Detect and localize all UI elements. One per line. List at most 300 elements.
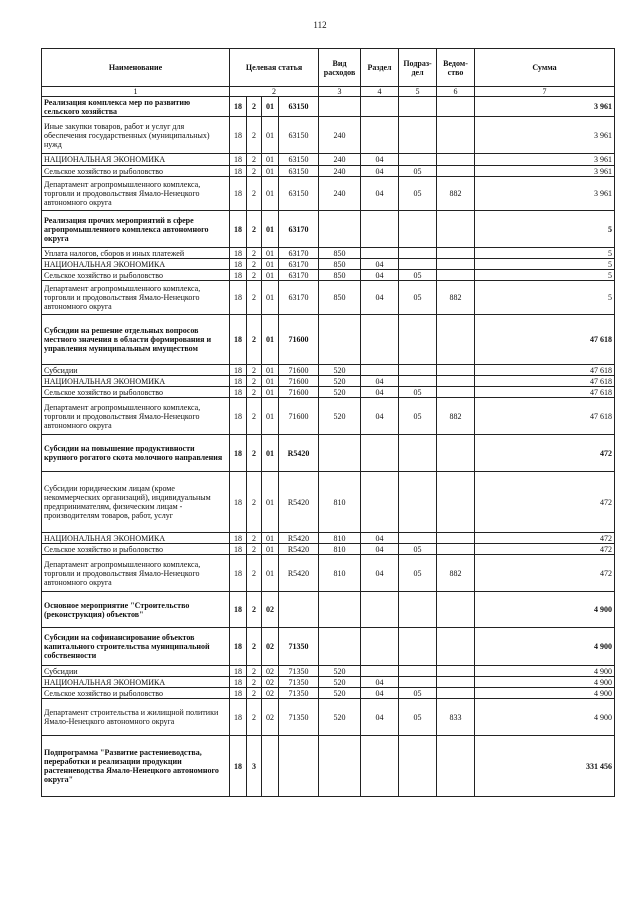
amount-cell: 3 961 <box>475 177 615 211</box>
section-cell: 04 <box>361 259 399 270</box>
table-row <box>42 259 615 270</box>
department-cell <box>437 387 475 398</box>
row-name: Сельское хозяйство и рыболовство <box>42 544 230 555</box>
target-code-direction: 71600 <box>279 398 319 435</box>
department-cell <box>437 736 475 797</box>
target-code-direction: 71600 <box>279 376 319 387</box>
column-number: 5 <box>399 87 437 97</box>
department-cell <box>437 248 475 259</box>
expense-type-cell <box>319 97 361 117</box>
target-code-program: 18 <box>230 117 247 154</box>
target-code-program: 18 <box>230 398 247 435</box>
department-cell <box>437 533 475 544</box>
subsection-cell <box>399 248 437 259</box>
table-row <box>42 628 615 666</box>
table-row <box>42 398 615 435</box>
target-code-program: 18 <box>230 544 247 555</box>
column-number: 4 <box>361 87 399 97</box>
section-cell: 04 <box>361 699 399 736</box>
subsection-cell <box>399 736 437 797</box>
amount-cell: 5 <box>475 270 615 281</box>
target-code-program: 18 <box>230 177 247 211</box>
expense-type-cell: 520 <box>319 376 361 387</box>
target-code-subprogram: 2 <box>247 688 262 699</box>
target-code-direction: 63150 <box>279 166 319 177</box>
row-name: Сельское хозяйство и рыболовство <box>42 387 230 398</box>
target-code-program: 18 <box>230 628 247 666</box>
subsection-cell <box>399 628 437 666</box>
subsection-cell: 05 <box>399 387 437 398</box>
department-cell <box>437 97 475 117</box>
amount-cell: 331 456 <box>475 736 615 797</box>
amount-cell: 5 <box>475 248 615 259</box>
row-name: НАЦИОНАЛЬНАЯ ЭКОНОМИКА <box>42 376 230 387</box>
header-department: Ведом-ство <box>437 49 475 87</box>
target-code-measure: 01 <box>262 435 279 472</box>
target-code-subprogram: 2 <box>247 628 262 666</box>
page-number: 112 <box>313 20 327 30</box>
expense-type-cell: 240 <box>319 177 361 211</box>
row-name: Подпрограмма "Развитие растениеводства, переработки и реализации продукции растениеводства Ямало-Ненецкого автономного округа" <box>42 736 230 797</box>
subsection-cell: 05 <box>399 166 437 177</box>
section-cell <box>361 666 399 677</box>
amount-cell: 4 900 <box>475 699 615 736</box>
department-cell <box>437 211 475 248</box>
target-code-measure: 01 <box>262 315 279 365</box>
section-cell: 04 <box>361 270 399 281</box>
target-code-subprogram: 2 <box>247 544 262 555</box>
amount-cell: 472 <box>475 435 615 472</box>
table-row <box>42 97 615 117</box>
department-cell: 882 <box>437 398 475 435</box>
row-name: НАЦИОНАЛЬНАЯ ЭКОНОМИКА <box>42 533 230 544</box>
target-code-subprogram: 2 <box>247 533 262 544</box>
section-cell <box>361 211 399 248</box>
expense-type-cell <box>319 315 361 365</box>
section-cell: 04 <box>361 177 399 211</box>
section-cell: 04 <box>361 166 399 177</box>
department-cell <box>437 376 475 387</box>
target-code-program: 18 <box>230 592 247 628</box>
expense-type-cell: 520 <box>319 666 361 677</box>
budget-table <box>41 48 615 797</box>
section-cell: 04 <box>361 533 399 544</box>
target-code-program: 18 <box>230 315 247 365</box>
row-name: Основное мероприятие "Строительство (реконструкция) объектов" <box>42 592 230 628</box>
target-code-subprogram: 2 <box>247 315 262 365</box>
subsection-cell <box>399 315 437 365</box>
table-row <box>42 435 615 472</box>
amount-cell: 5 <box>475 211 615 248</box>
subsection-cell: 05 <box>399 398 437 435</box>
target-code-subprogram: 3 <box>247 736 262 797</box>
row-name: Субсидии на софинансирование объектов капитального строительства муниципальной собственности <box>42 628 230 666</box>
target-code-direction: R5420 <box>279 435 319 472</box>
section-cell <box>361 435 399 472</box>
amount-cell: 5 <box>475 281 615 315</box>
header-amount: Сумма <box>475 49 615 87</box>
table-header-row <box>42 49 615 87</box>
target-code-subprogram: 2 <box>247 677 262 688</box>
expense-type-cell: 520 <box>319 699 361 736</box>
expense-type-cell <box>319 628 361 666</box>
amount-cell: 472 <box>475 544 615 555</box>
row-name: Реализация комплекса мер по развитию сельского хозяйства <box>42 97 230 117</box>
target-code-measure: 02 <box>262 677 279 688</box>
table-row <box>42 736 615 797</box>
table-row <box>42 248 615 259</box>
section-cell: 04 <box>361 544 399 555</box>
target-code-direction: 71350 <box>279 688 319 699</box>
row-name: НАЦИОНАЛЬНАЯ ЭКОНОМИКА <box>42 154 230 166</box>
target-code-measure: 01 <box>262 117 279 154</box>
expense-type-cell: 520 <box>319 387 361 398</box>
subsection-cell: 05 <box>399 177 437 211</box>
target-code-measure: 01 <box>262 387 279 398</box>
amount-cell: 4 900 <box>475 666 615 677</box>
table-row <box>42 544 615 555</box>
row-name: Департамент агропромышленного комплекса, торговли и продовольствия Ямало-Ненецкого автономного округа <box>42 398 230 435</box>
subsection-cell <box>399 97 437 117</box>
target-code-program: 18 <box>230 677 247 688</box>
target-code-direction: 71600 <box>279 365 319 376</box>
section-cell: 04 <box>361 688 399 699</box>
row-name: Сельское хозяйство и рыболовство <box>42 688 230 699</box>
department-cell <box>437 472 475 533</box>
amount-cell: 3 961 <box>475 154 615 166</box>
target-code-direction: R5420 <box>279 472 319 533</box>
target-code-subprogram: 2 <box>247 248 262 259</box>
department-cell <box>437 688 475 699</box>
subsection-cell <box>399 365 437 376</box>
target-code-measure: 02 <box>262 699 279 736</box>
department-cell <box>437 628 475 666</box>
target-code-subprogram: 2 <box>247 97 262 117</box>
target-code-direction: 63150 <box>279 177 319 211</box>
amount-cell: 4 900 <box>475 688 615 699</box>
target-code-direction: R5420 <box>279 533 319 544</box>
amount-cell: 4 900 <box>475 592 615 628</box>
department-cell: 882 <box>437 281 475 315</box>
header-subsection: Подраз-дел <box>399 49 437 87</box>
department-cell <box>437 544 475 555</box>
subsection-cell <box>399 117 437 154</box>
table-row <box>42 177 615 211</box>
subsection-cell: 05 <box>399 544 437 555</box>
target-code-direction: 63170 <box>279 270 319 281</box>
department-cell: 882 <box>437 177 475 211</box>
target-code-direction: 63150 <box>279 154 319 166</box>
amount-cell: 47 618 <box>475 365 615 376</box>
target-code-measure: 01 <box>262 259 279 270</box>
section-cell: 04 <box>361 376 399 387</box>
target-code-direction: R5420 <box>279 555 319 592</box>
department-cell <box>437 435 475 472</box>
table-row <box>42 211 615 248</box>
row-name: Субсидии <box>42 365 230 376</box>
target-code-measure: 01 <box>262 154 279 166</box>
subsection-cell <box>399 472 437 533</box>
target-code-measure: 01 <box>262 472 279 533</box>
expense-type-cell: 850 <box>319 270 361 281</box>
target-code-subprogram: 2 <box>247 398 262 435</box>
table-row <box>42 270 615 281</box>
target-code-direction: 63150 <box>279 117 319 154</box>
target-code-program: 18 <box>230 365 247 376</box>
expense-type-cell: 850 <box>319 259 361 270</box>
section-cell: 04 <box>361 281 399 315</box>
amount-cell: 47 618 <box>475 387 615 398</box>
subsection-cell <box>399 154 437 166</box>
section-cell: 04 <box>361 555 399 592</box>
target-code-subprogram: 2 <box>247 435 262 472</box>
target-code-program: 18 <box>230 435 247 472</box>
table-row <box>42 154 615 166</box>
table-row <box>42 365 615 376</box>
row-name: Департамент агропромышленного комплекса, торговли и продовольствия Ямало-Ненецкого автономного округа <box>42 281 230 315</box>
target-code-subprogram: 2 <box>247 472 262 533</box>
expense-type-cell: 240 <box>319 117 361 154</box>
row-name: НАЦИОНАЛЬНАЯ ЭКОНОМИКА <box>42 259 230 270</box>
department-cell <box>437 315 475 365</box>
expense-type-cell: 520 <box>319 688 361 699</box>
target-code-subprogram: 2 <box>247 154 262 166</box>
target-code-subprogram: 2 <box>247 166 262 177</box>
expense-type-cell: 240 <box>319 166 361 177</box>
header-expense-type: Вид расходов <box>319 49 361 87</box>
target-code-program: 18 <box>230 688 247 699</box>
subsection-cell: 05 <box>399 270 437 281</box>
table-row <box>42 677 615 688</box>
target-code-program: 18 <box>230 666 247 677</box>
target-code-program: 18 <box>230 270 247 281</box>
target-code-program: 18 <box>230 555 247 592</box>
expense-type-cell: 240 <box>319 154 361 166</box>
expense-type-cell <box>319 211 361 248</box>
amount-cell: 3 961 <box>475 117 615 154</box>
row-name: Департамент агропромышленного комплекса, торговли и продовольствия Ямало-Ненецкого автономного округа <box>42 177 230 211</box>
table-row <box>42 315 615 365</box>
row-name: Департамент строительства и жилищной политики Ямало-Ненецкого автономного округа <box>42 699 230 736</box>
department-cell <box>437 365 475 376</box>
subsection-cell: 05 <box>399 688 437 699</box>
table-row <box>42 533 615 544</box>
target-code-subprogram: 2 <box>247 592 262 628</box>
expense-type-cell <box>319 592 361 628</box>
department-cell <box>437 259 475 270</box>
target-code-subprogram: 2 <box>247 365 262 376</box>
target-code-measure: 02 <box>262 688 279 699</box>
target-code-direction: 71350 <box>279 699 319 736</box>
table-row <box>42 699 615 736</box>
section-cell <box>361 248 399 259</box>
target-code-subprogram: 2 <box>247 555 262 592</box>
target-code-direction <box>279 736 319 797</box>
target-code-subprogram: 2 <box>247 376 262 387</box>
target-code-measure: 01 <box>262 544 279 555</box>
table-row <box>42 592 615 628</box>
row-name: Субсидии <box>42 666 230 677</box>
target-code-program: 18 <box>230 97 247 117</box>
expense-type-cell: 810 <box>319 472 361 533</box>
target-code-program: 18 <box>230 211 247 248</box>
amount-cell: 4 900 <box>475 677 615 688</box>
table-row <box>42 688 615 699</box>
row-name: НАЦИОНАЛЬНАЯ ЭКОНОМИКА <box>42 677 230 688</box>
amount-cell: 5 <box>475 259 615 270</box>
amount-cell: 3 961 <box>475 166 615 177</box>
row-name: Уплата налогов, сборов и иных платежей <box>42 248 230 259</box>
expense-type-cell: 850 <box>319 281 361 315</box>
expense-type-cell <box>319 736 361 797</box>
target-code-measure: 01 <box>262 211 279 248</box>
table-row <box>42 281 615 315</box>
amount-cell: 472 <box>475 533 615 544</box>
target-code-subprogram: 2 <box>247 117 262 154</box>
section-cell <box>361 628 399 666</box>
section-cell: 04 <box>361 677 399 688</box>
subsection-cell: 05 <box>399 281 437 315</box>
amount-cell: 47 618 <box>475 376 615 387</box>
target-code-subprogram: 2 <box>247 699 262 736</box>
expense-type-cell: 520 <box>319 365 361 376</box>
column-number: 3 <box>319 87 361 97</box>
target-code-measure: 01 <box>262 177 279 211</box>
header-target-article: Целевая статья <box>230 49 319 87</box>
table-row <box>42 472 615 533</box>
expense-type-cell: 810 <box>319 533 361 544</box>
subsection-cell <box>399 666 437 677</box>
department-cell <box>437 270 475 281</box>
target-code-measure: 01 <box>262 281 279 315</box>
section-cell <box>361 365 399 376</box>
table-row <box>42 555 615 592</box>
target-code-direction: 71350 <box>279 677 319 688</box>
expense-type-cell: 520 <box>319 677 361 688</box>
department-cell <box>437 592 475 628</box>
target-code-subprogram: 2 <box>247 666 262 677</box>
section-cell: 04 <box>361 398 399 435</box>
column-number: 6 <box>437 87 475 97</box>
section-cell <box>361 117 399 154</box>
subsection-cell <box>399 376 437 387</box>
target-code-direction: 71350 <box>279 666 319 677</box>
section-cell: 04 <box>361 387 399 398</box>
section-cell: 04 <box>361 154 399 166</box>
target-code-program: 18 <box>230 533 247 544</box>
table-row <box>42 376 615 387</box>
target-code-measure: 01 <box>262 555 279 592</box>
target-code-measure: 01 <box>262 365 279 376</box>
subsection-cell <box>399 677 437 688</box>
target-code-direction: 71600 <box>279 387 319 398</box>
target-code-program: 18 <box>230 387 247 398</box>
target-code-direction: 63170 <box>279 281 319 315</box>
target-code-measure: 02 <box>262 592 279 628</box>
subsection-cell: 05 <box>399 699 437 736</box>
amount-cell: 4 900 <box>475 628 615 666</box>
target-code-direction: R5420 <box>279 544 319 555</box>
row-name: Департамент агропромышленного комплекса, торговли и продовольствия Ямало-Ненецкого автономного округа <box>42 555 230 592</box>
target-code-direction: 71350 <box>279 628 319 666</box>
target-code-measure: 01 <box>262 398 279 435</box>
target-code-direction: 63170 <box>279 248 319 259</box>
department-cell: 882 <box>437 555 475 592</box>
row-name: Реализация прочих мероприятий в сфере агропромышленного комплекса автономного округа <box>42 211 230 248</box>
subsection-cell <box>399 259 437 270</box>
section-cell <box>361 736 399 797</box>
expense-type-cell: 850 <box>319 248 361 259</box>
target-code-program: 18 <box>230 154 247 166</box>
amount-cell: 47 618 <box>475 398 615 435</box>
target-code-measure: 01 <box>262 270 279 281</box>
subsection-cell <box>399 592 437 628</box>
header-name: Наименование <box>42 49 230 87</box>
column-number: 1 <box>42 87 230 97</box>
expense-type-cell <box>319 435 361 472</box>
target-code-subprogram: 2 <box>247 270 262 281</box>
column-number: 2 <box>230 87 319 97</box>
table-row <box>42 117 615 154</box>
table-row <box>42 387 615 398</box>
target-code-direction <box>279 592 319 628</box>
expense-type-cell: 810 <box>319 544 361 555</box>
section-cell <box>361 592 399 628</box>
department-cell <box>437 154 475 166</box>
row-name: Субсидии на решение отдельных вопросов местного значения в области формирования и управления муниципальным имуществом <box>42 315 230 365</box>
subsection-cell: 05 <box>399 555 437 592</box>
target-code-program: 18 <box>230 472 247 533</box>
table-row <box>42 166 615 177</box>
target-code-measure: 02 <box>262 628 279 666</box>
column-number-row <box>42 87 615 97</box>
target-code-measure: 01 <box>262 97 279 117</box>
expense-type-cell: 520 <box>319 398 361 435</box>
row-name: Сельское хозяйство и рыболовство <box>42 270 230 281</box>
department-cell: 833 <box>437 699 475 736</box>
target-code-measure: 01 <box>262 248 279 259</box>
subsection-cell <box>399 211 437 248</box>
row-name: Сельское хозяйство и рыболовство <box>42 166 230 177</box>
section-cell <box>361 315 399 365</box>
target-code-direction: 63170 <box>279 211 319 248</box>
subsection-cell <box>399 435 437 472</box>
department-cell <box>437 677 475 688</box>
target-code-program: 18 <box>230 166 247 177</box>
subsection-cell <box>399 533 437 544</box>
department-cell <box>437 666 475 677</box>
column-number: 7 <box>475 87 615 97</box>
target-code-measure: 02 <box>262 666 279 677</box>
amount-cell: 472 <box>475 555 615 592</box>
target-code-subprogram: 2 <box>247 281 262 315</box>
section-cell <box>361 97 399 117</box>
target-code-program: 18 <box>230 376 247 387</box>
target-code-direction: 63150 <box>279 97 319 117</box>
table-row <box>42 666 615 677</box>
amount-cell: 47 618 <box>475 315 615 365</box>
row-name: Субсидии юридическим лицам (кроме некоммерческих организаций), индивидуальным предпринимателям, физическим лицам - производителям товаров, работ, услуг <box>42 472 230 533</box>
target-code-measure: 01 <box>262 533 279 544</box>
target-code-subprogram: 2 <box>247 177 262 211</box>
target-code-direction: 63170 <box>279 259 319 270</box>
target-code-subprogram: 2 <box>247 259 262 270</box>
section-cell <box>361 472 399 533</box>
row-name: Иные закупки товаров, работ и услуг для обеспечения государственных (муниципальных) нужд <box>42 117 230 154</box>
target-code-subprogram: 2 <box>247 387 262 398</box>
department-cell <box>437 117 475 154</box>
target-code-program: 18 <box>230 248 247 259</box>
